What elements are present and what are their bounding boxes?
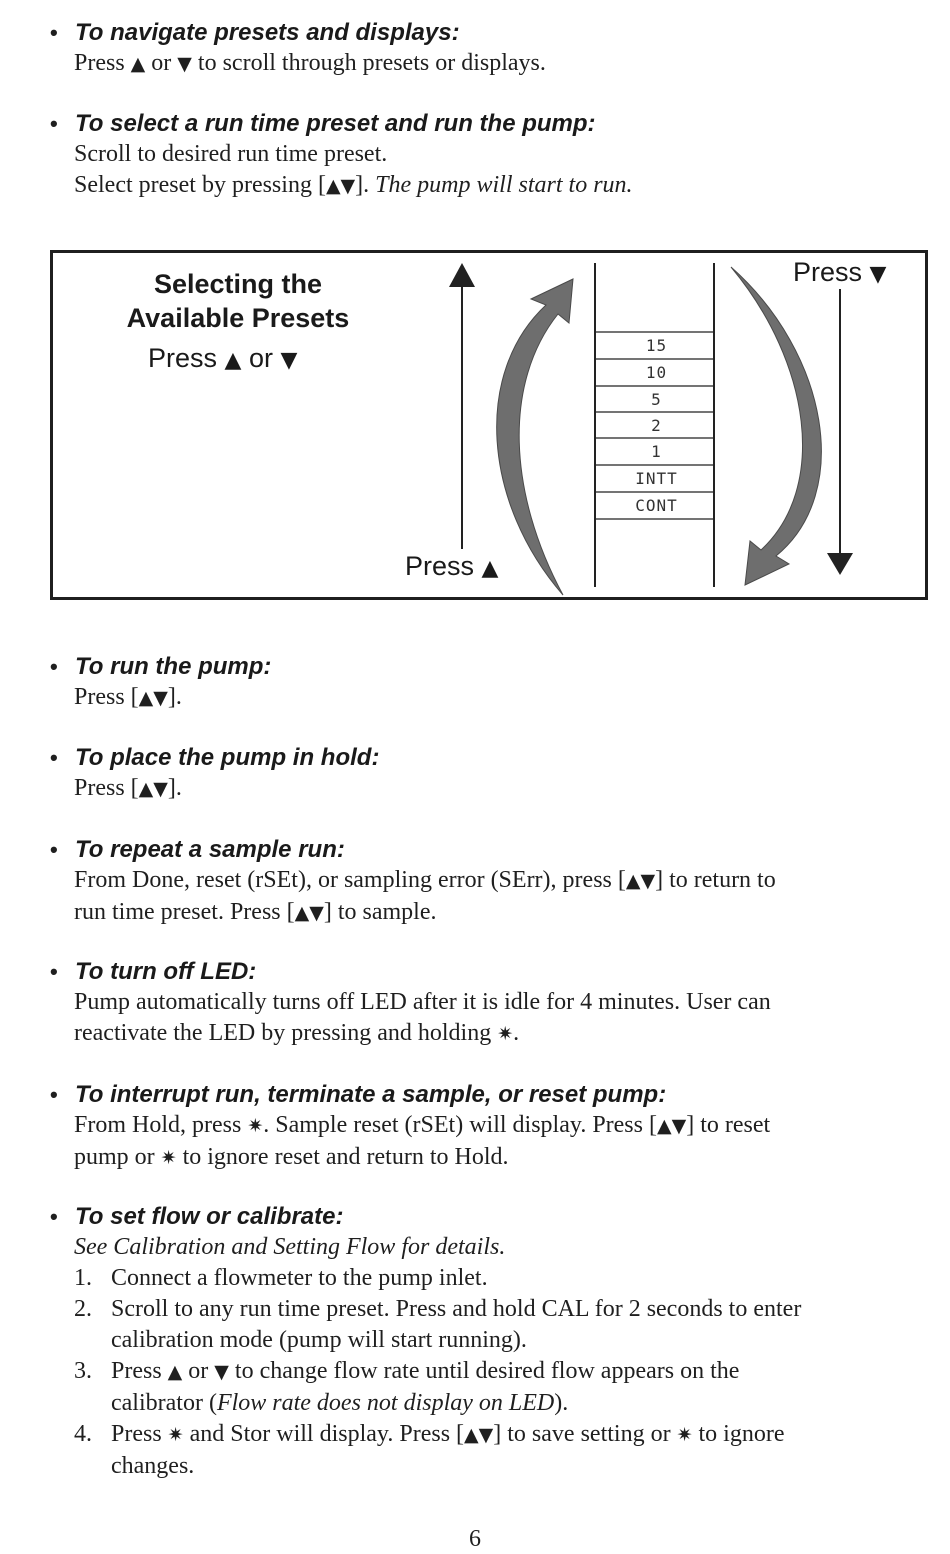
section-repeat-run [50,835,920,929]
preset-10: 10 [645,363,668,382]
up-triangle-icon: ▲ [130,53,146,75]
star-button-icon: ✷ [676,1424,693,1446]
select-line-1: Scroll to desired run time preset. [74,141,388,167]
section-select-preset [50,109,920,202]
star-button-icon: ✷ [247,1115,264,1137]
bullet: • [50,1082,58,1107]
section-turn-off-led [50,957,920,1050]
thin-up-arrow-head [449,263,475,287]
led-line-2: reactivate the LED by pressing and holding ✷. [74,1020,520,1046]
down-triangle-icon: ▼ [177,53,192,75]
navigate-line-1: Press ▲ or ▼ to scroll through presets or displays. [74,50,546,76]
heading-turn-off-led: To turn off LED: [75,958,257,985]
bullet: • [50,111,58,136]
heading-navigate: To navigate presets and displays: [75,19,460,46]
preset-15: 15 [645,336,668,355]
preset-selection-diagram [50,250,928,600]
heading-interrupt-run: To interrupt run, terminate a sample, or reset pump: [75,1081,667,1108]
up-down-triangles-icon: ▲▼ [138,687,168,709]
up-triangle-icon: ▲ [167,1361,183,1383]
flow-step-2: 2. Scroll to any run time preset. Press and hold CAL for 2 seconds to enter [74,1296,802,1322]
run-line-1: Press [▲▼]. [74,684,182,710]
flow-intro: See Calibration and Setting Flow for details. [74,1234,506,1260]
down-triangle-icon: ▼ [280,348,298,373]
thin-down-arrow-head [827,553,853,575]
interrupt-line-1: From Hold, press ✷. Sample reset (rSEt) will display. Press [▲▼] to reset [74,1112,771,1138]
preset-5: 5 [651,390,662,409]
preset-1: 1 [651,442,662,461]
flow-step-1: 1. Connect a flowmeter to the pump inlet. [74,1265,488,1291]
bullet: • [50,837,58,862]
up-down-triangles-icon: ▲▼ [138,778,168,800]
repeat-line-1: From Done, reset (rSEt), or sampling error (SErr), press [▲▼] to return to [74,867,776,893]
heading-select-preset: To select a run time preset and run the pump: [75,110,596,137]
preset-2: 2 [651,416,662,435]
up-triangle-icon: ▲ [224,348,242,373]
star-button-icon: ✷ [167,1424,184,1446]
section-run-pump [50,652,920,714]
bullet: • [50,654,58,679]
up-triangle-icon: ▲ [481,556,499,581]
bullet: • [50,1204,58,1229]
flow-step-4-cont: changes. [111,1453,195,1479]
section-hold-pump [50,743,920,805]
flow-step-3-cont: calibrator (Flow rate does not display on LED). [111,1390,569,1416]
diagram-title-line-2: Available Presets [126,303,350,333]
heading-hold-pump: To place the pump in hold: [75,744,380,771]
star-button-icon: ✷ [497,1023,514,1045]
section-set-flow [50,1202,920,1482]
repeat-line-2: run time preset. Press [▲▼] to sample. [74,899,437,925]
bullet: • [50,20,58,45]
label-press-up-or-down: Press ▲ or ▼ [148,343,298,373]
up-down-triangles-icon: ▲▼ [656,1115,687,1137]
hold-line-1: Press [▲▼]. [74,775,182,801]
curved-up-arrow [497,279,573,595]
up-down-triangles-icon: ▲▼ [625,870,656,892]
section-interrupt-run [50,1080,920,1174]
preset-cont: CONT [635,496,678,515]
bullet: • [50,959,58,984]
page-number: 6 [469,1526,481,1552]
flow-step-3: 3. Press ▲ or ▼ to change flow rate until desired flow appears on the [74,1358,740,1384]
led-line-1: Pump automatically turns off LED after it is idle for 4 minutes. User can [74,989,771,1015]
bullet: • [50,745,58,770]
down-triangle-icon: ▼ [214,1361,229,1383]
label-press-down: Press ▼ [793,257,887,287]
down-triangle-icon: ▼ [869,262,887,287]
diagram-title-line-1: Selecting the [153,269,323,299]
section-navigate [50,18,920,80]
up-down-triangles-icon: ▲▼ [325,175,356,197]
flow-step-2-cont: calibration mode (pump will start running). [111,1327,527,1353]
up-down-triangles-icon: ▲▼ [294,902,324,924]
up-down-triangles-icon: ▲▼ [464,1424,494,1446]
heading-set-flow: To set flow or calibrate: [75,1203,344,1230]
star-button-icon: ✷ [160,1147,177,1169]
label-press-up: Press ▲ [405,551,499,581]
interrupt-line-2: pump or ✷ to ignore reset and return to Hold. [74,1144,509,1170]
heading-run-pump: To run the pump: [75,653,272,680]
select-line-2: Select preset by pressing [▲▼]. The pump will start to run. [74,172,633,198]
flow-step-4: 4. Press ✷ and Stor will display. Press [▲▼] to save setting or ✷ to ignore [74,1421,785,1447]
curved-down-arrow [731,267,821,585]
diagram-title [113,267,363,335]
heading-repeat-run: To repeat a sample run: [75,836,345,863]
preset-intt: INTT [635,469,678,488]
